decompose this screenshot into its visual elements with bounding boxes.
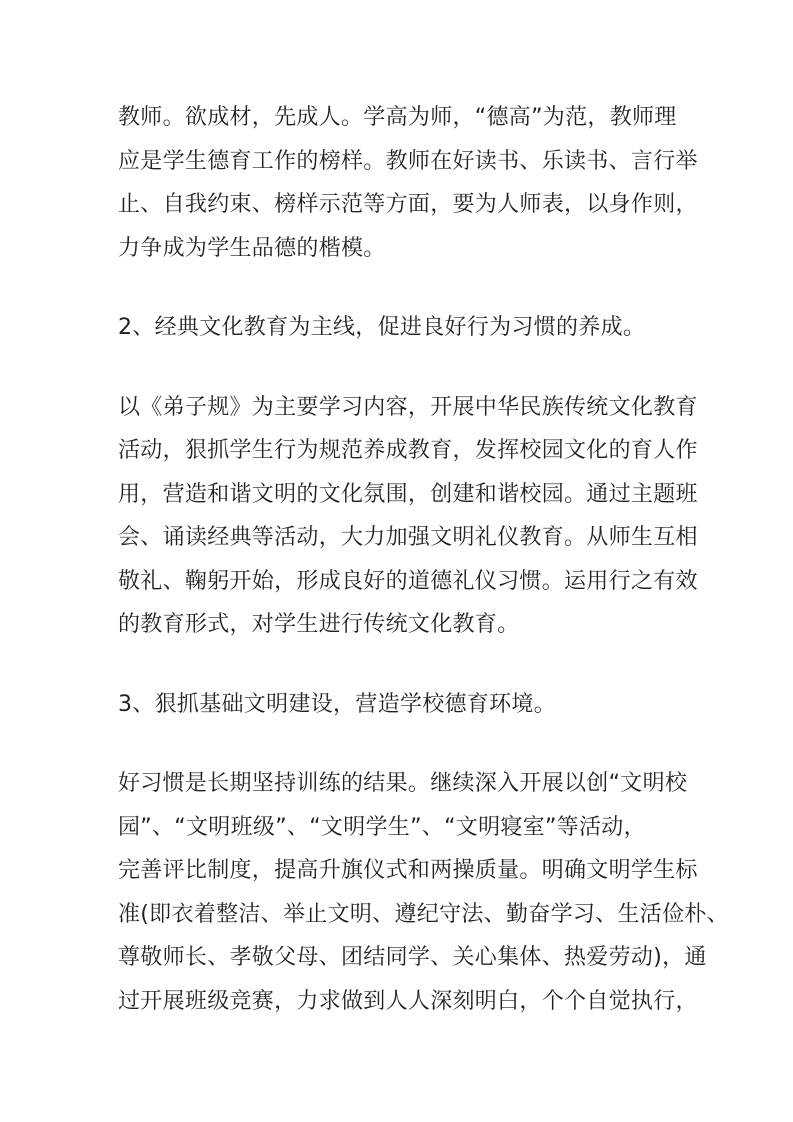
text-line: 2、经典文化教育为主线，促进良好行为习惯的养成。 [118, 315, 646, 340]
text-line: 活动，狠抓学生行为规范养成教育，发挥校园文化的育人作 [118, 438, 698, 463]
text-line: 以《弟子规》为主要学习内容，开展中华民族传统文化教育 [118, 394, 698, 420]
text-line: 好习惯是长期坚持训练的结果。继续深入开展以创“文明校 [118, 771, 688, 796]
text-line: 应是学生德育工作的榜样。教师在好读书、乐读书、言行举 [118, 148, 698, 174]
text-line: 用，营造和谐文明的文化氛围，创建和谐校园。通过主题班 [118, 481, 698, 507]
text-line: 敬礼、鞠躬开始，形成良好的道德礼仪习惯。运用行之有效 [118, 568, 698, 594]
text-line: 尊敬师长、孝敬父母、团结同学、关心集体、热爱劳动)，通 [118, 945, 707, 970]
text-line: 3、狠抓基础文明建设，营造学校德育环境。 [118, 691, 556, 717]
text-line: 准(即衣着整洁、举止文明、遵纪守法、勤奋学习、生活俭朴、 [118, 901, 729, 927]
paragraph-classic-culture [118, 386, 698, 647]
text-line: 过开展班级竞赛，力求做到人人深刻明白，个个自觉执行， [118, 988, 698, 1014]
text-line: 力争成为学生品德的楷模。 [118, 235, 386, 261]
paragraph-teacher-role [118, 96, 698, 270]
paragraph-basic-civilization [118, 762, 729, 1023]
heading-item-3 [118, 683, 693, 727]
text-line: 会、诵读经典等活动，大力加强文明礼仪教育。从师生互相 [118, 525, 698, 550]
text-line: 止、自我约束、榜样示范等方面，要为人师表，以身作则， [118, 192, 698, 217]
heading-item-2 [118, 306, 693, 350]
text-line: 的教育形式，对学生进行传统文化教育。 [118, 612, 520, 637]
text-line: 园”、“文明班级”、“文明学生”、“文明寝室”等活动， [118, 814, 646, 840]
text-line: 完善评比制度，提高升旗仪式和两操质量。明确文明学生标 [118, 858, 698, 883]
text-line: 教师。欲成材，先成人。学高为师，“德高”为范，教师理 [118, 105, 677, 130]
